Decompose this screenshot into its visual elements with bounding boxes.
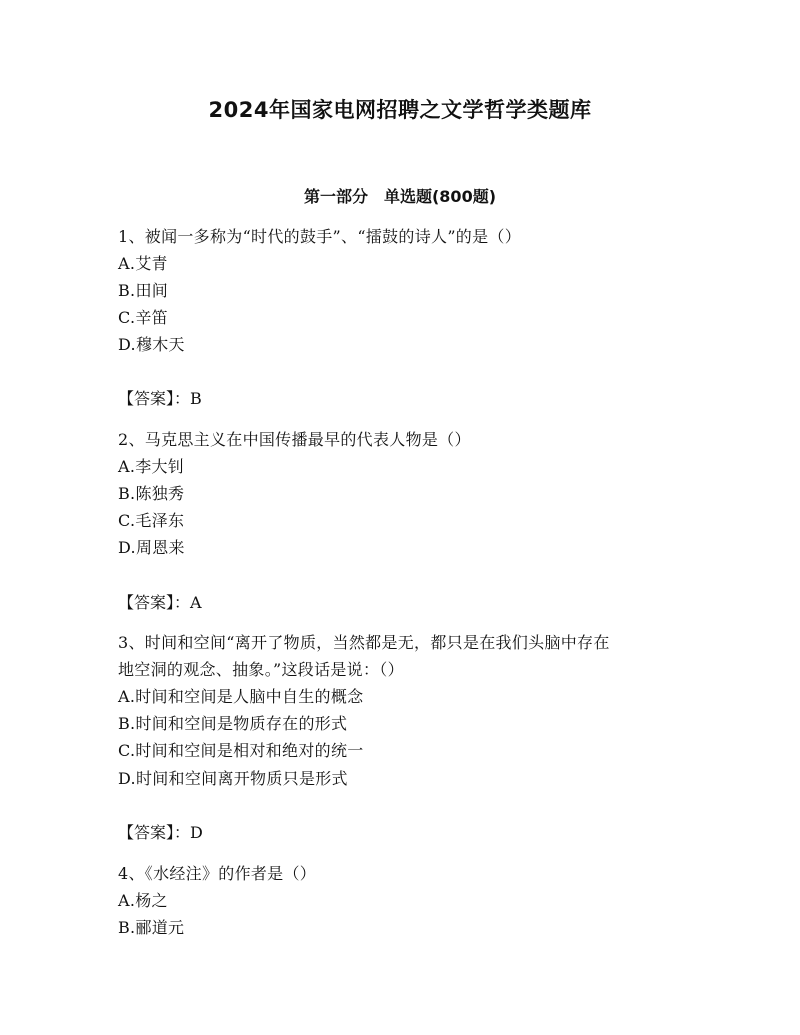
- answer-value: B: [190, 389, 202, 408]
- question-2-option-d: D.周恩来: [118, 538, 185, 557]
- question-2-stem: 2、马克思主义在中国传播最早的代表人物是（）: [118, 430, 471, 449]
- answer-label: 【答案】：: [118, 593, 191, 612]
- question-3-option-c: C.时间和空间是相对和绝对的统一: [118, 741, 364, 760]
- answer-value: D: [190, 823, 203, 842]
- question-1-option-c: C.辛笛: [118, 308, 168, 327]
- document-title: 2024年国家电网招聘之文学哲学类题库: [208, 98, 592, 122]
- question-3-option-b: B.时间和空间是物质存在的形式: [118, 714, 348, 733]
- question-3-option-a: A.时间和空间是人脑中自生的概念: [118, 687, 364, 706]
- question-4-option-b: B.郦道元: [118, 918, 185, 937]
- question-2-answer: [118, 593, 202, 613]
- answer-label: 【答案】：: [118, 389, 191, 408]
- question-2-option-b: B.陈独秀: [118, 484, 185, 503]
- question-1-option-a: A.艾青: [118, 254, 168, 273]
- question-3-stem-line-1: 3、时间和空间“离开了物质，当然都是无，都只是在我们头脑中存在: [118, 633, 610, 652]
- answer-value: A: [190, 593, 202, 612]
- question-1-option-d: D.穆木天: [118, 335, 185, 354]
- question-1-option-b: B.田间: [118, 281, 169, 300]
- question-2-option-a: A.李大钊: [118, 457, 185, 476]
- question-3-option-d: D.时间和空间离开物质只是形式: [118, 769, 348, 788]
- question-4-stem: 4、《水经注》的作者是（）: [118, 864, 317, 883]
- question-1-stem: 1、被闻一多称为“时代的鼓手”、“擂鼓的诗人”的是（）: [118, 227, 521, 246]
- question-4-option-a: A.杨之: [118, 891, 168, 910]
- section-title: 第一部分 单选题(800题): [303, 187, 497, 206]
- question-3-answer: [118, 823, 203, 843]
- answer-label: 【答案】：: [118, 823, 191, 842]
- question-1-answer: [118, 389, 202, 409]
- question-2-option-c: C.毛泽东: [118, 511, 185, 530]
- question-3-stem-line-2: 地空洞的观念、抽象。”这段话是说：（）: [118, 660, 404, 679]
